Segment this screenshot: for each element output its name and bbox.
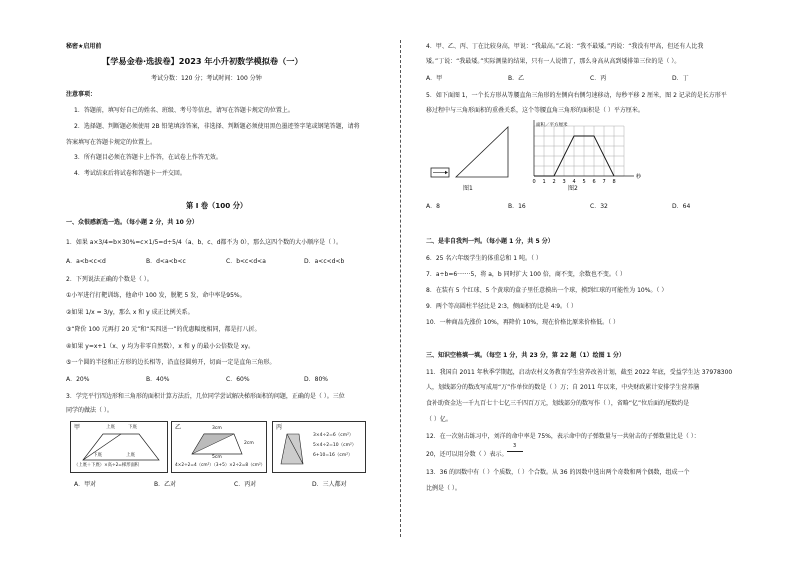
option: A．20% — [66, 376, 90, 383]
section-heading: 二、是非自我判一判。（每小题 1 分，共 5 分） — [426, 238, 554, 245]
judge-item: 7．a÷b=6·······5，将 a，b 同时扩大 100 倍，商不变，余数也不变。（ ） — [426, 271, 626, 278]
statement: ②如果 1/x = 3/y，那么 x 和 y 成正比例关系。 — [66, 309, 194, 316]
question-11: （ ）亿。 — [426, 416, 452, 423]
figure-label: 甲 — [74, 424, 81, 431]
figure-2-caption: 图2 — [568, 185, 578, 192]
fig-c-calc: 5×4÷2=10（cm²） — [313, 443, 357, 448]
question-11: 食补助资金达一千九百七十七亿三千四百万元，划线部分的数写作（ ），省略“亿”位后面的尾数约是 — [426, 400, 690, 407]
x-tick-label: 1 — [542, 179, 546, 185]
fraction-bar — [507, 451, 523, 452]
figure-label: 乙 — [175, 424, 182, 431]
fig-b-formula: 4×2÷2=4（cm²）（3+5）×2÷2=8（cm²） — [175, 463, 265, 468]
page-title: 【学易金卷·选拔卷】2023 年小升初数学模拟卷（一） — [102, 56, 303, 66]
x-tick-label: 4 — [572, 179, 576, 185]
fig-a-label: 上底 — [106, 425, 115, 430]
section-heading: 一、众很感新选一选。（每小题 2 分，共 10 分） — [66, 219, 198, 226]
option: C．b<c<d<a — [226, 258, 266, 265]
column-divider — [400, 40, 401, 537]
question-13: 比例是（ ）。 — [426, 485, 461, 492]
option: C．丙对 — [234, 481, 257, 488]
fraction-numerator: 3 — [513, 443, 517, 449]
fig-b-side: 2cm — [244, 441, 254, 446]
x-tick-label: 8 — [612, 179, 616, 185]
question-4: 4．甲、乙、丙、丁在比较身高，甲说：“我最高。”乙说：“我不最矮。”丙说：“我没有甲高，但还有人比我 — [426, 43, 704, 50]
notice-item: 2．选择题、判断题必须使用 2B 铅笔填涂答案，非选择、判断题必须使用黑色墨迹签字笔或钢笔答题，请将 — [74, 123, 360, 130]
exam-meta: 考试分数：120 分；考试时间：100 分钟 — [151, 75, 262, 82]
x-tick-label: 6 — [592, 179, 596, 185]
figure-1-diagram — [428, 122, 520, 194]
question-5: 5．如下面图 1，一个长方形从等腰直角三角形的左侧向右侧匀速移动，每秒平移 2 厘米，图 2 记录的是长方形平 — [426, 92, 727, 99]
part-title: 第 I 卷（100 分） — [186, 201, 248, 210]
option: A．a<b<c<d — [66, 258, 106, 265]
notice-item: 4．考试结束后将试卷和答题卡一并交回。 — [74, 170, 186, 177]
figure-1-caption: 图1 — [463, 185, 473, 192]
judge-item: 10．一种商品先涨价 10%，再降价 10%，现在价格比原来价格低。（ ） — [426, 319, 620, 326]
x-tick-label: 0 — [532, 179, 536, 185]
figure-label: 丙 — [276, 424, 283, 431]
notice-heading: 注意事项： — [66, 91, 97, 98]
question-4-cont: 矮。”丁说：“我最矮。”实际测量的结果，只有一人说错了，那么身高从高到矮排第三位的是（ ）。 — [426, 58, 681, 65]
judge-item: 8．在装有 5 个红球、5 个黄球的盒子里任意摸出一个球，摸到红球的可能性为 10%。（ ） — [426, 287, 668, 294]
fig-b-top: 3cm — [212, 426, 222, 431]
x-tick-label: 5 — [582, 179, 586, 185]
fig-a-label: 下底 — [93, 453, 102, 458]
option: D．80% — [304, 376, 328, 383]
x-axis-label: 秒 — [636, 174, 642, 180]
option: D．丁 — [672, 75, 689, 82]
option: B．40% — [146, 376, 170, 383]
fig-c-calc: 3×4÷2=6（cm²） — [313, 433, 354, 438]
option: D．64 — [672, 203, 691, 210]
option: B．乙 — [508, 75, 525, 82]
question-11: 人，划线部分的数改写成用“万”作单位的数是（ ）万；自 2011 年以来，中央财政累计安排学生营养膳 — [426, 384, 700, 391]
statement: ④如果 y=x+1（x、y 均为非零自然数），x 和 y 的最小公倍数是 xy。 — [66, 343, 255, 350]
question-13: 13．36 的因数中有（ ）个质数，（ ）个合数。从 36 的因数中选出两个奇数和两个偶数，组成一个 — [426, 469, 690, 476]
notice-item: 3．所有题目必须在答题卡上作答，在试卷上作答无效。 — [74, 154, 222, 161]
option: C．丙 — [590, 75, 607, 82]
option: D．三人都对 — [312, 481, 347, 488]
question-3-cont: 同学的做法（ ）。 — [66, 407, 113, 414]
x-tick-label: 3 — [562, 179, 566, 185]
fig-a-label: 上底 — [126, 453, 135, 458]
question-12: 12．在一次射击练习中，刘洋的命中率是 75%，表示命中的子弹数量与一共射击的子弹数量比是（ ）： — [426, 433, 700, 440]
secret-label: 秘密★启用前 — [66, 43, 102, 50]
option: A．甲对 — [74, 481, 97, 488]
judge-item: 9．两个等高圆柱半径比是 2∶3，侧面积的比是 4∶9。（ ） — [426, 303, 577, 310]
section-heading: 三、知识空格填一填。（每空 1 分，共 23 分，第 22 题（1）绘图 1 分） — [426, 352, 625, 359]
fig-b-bottom: 5cm — [212, 455, 222, 460]
question-12: 20，还可以用分数（ ）表示。 — [426, 451, 508, 458]
option: A．8 — [426, 203, 440, 210]
statement: ⑤一个圆的半径和正方形的边长相等，沿直径圆剪开，切面一定是直角三角形。 — [66, 359, 276, 366]
judge-item: 6．25 名六年级学生的体重总和 1 吨。（ ） — [426, 255, 542, 262]
option: B．d<a<b<c — [146, 258, 186, 265]
figure-2-chart — [520, 120, 670, 192]
notice-item: 答案填写在答题卡规定的位置上。 — [66, 139, 157, 146]
statement: ③“降价 100 元再打 20 元”和“买四送一”的优惠幅度相同，都是打八折。 — [66, 326, 261, 333]
question-5-cont: 移过程中与三角形面积的重叠关系，这个等腰直角三角形的面积是（ ）平方厘米。 — [426, 107, 644, 114]
question-1: 1．如果 a×3/4=b×30%=c×1/5=d÷5/4（a、b、c、d都不为 0），那么这四个数的大小顺序是（ ）。 — [66, 239, 343, 246]
notice-item: 1．答题前，填写好自己的姓名、班级、考号等信息，请写在答题卡规定的位置上。 — [74, 107, 294, 114]
x-tick-label: 7 — [602, 179, 606, 185]
fig-c-calc: 6+10=16（cm²） — [313, 453, 353, 458]
statement: ①小军进行打靶训练，他命中 100 发，脱靶 5 发，命中率是95%。 — [66, 292, 246, 299]
option: B．16 — [508, 203, 526, 210]
trapezoid-figure-a — [70, 421, 168, 473]
y-axis-label: 面积／平方厘米 — [536, 123, 568, 128]
question-3: 3．学完平行四边形和三角形的面积计算方法后，几位同学尝试解决梯形面积的问题，正确的是（ ）。三位 — [66, 393, 345, 400]
trapezoid-figure-c — [272, 421, 366, 473]
trapezoid-figure-b — [171, 421, 267, 473]
option: A．甲 — [426, 75, 443, 82]
fig-a-label: 下底 — [128, 425, 137, 430]
option: B．乙对 — [154, 481, 177, 488]
question-2: 2．下列说法正确的个数是（ ）。 — [66, 276, 153, 283]
option: D．a<c<d<b — [304, 258, 345, 265]
x-tick-label: 2 — [552, 179, 556, 185]
question-11: 11．我国自 2011 年秋季学期起，启动农村义务教育学生营养改善计划，截至 2022 年底，受益学生达 37978300 — [426, 369, 733, 376]
option: C．60% — [226, 376, 250, 383]
option: C．32 — [590, 203, 608, 210]
fig-a-formula: （上底＋下底）×高÷2=梯形面积 — [74, 463, 140, 468]
